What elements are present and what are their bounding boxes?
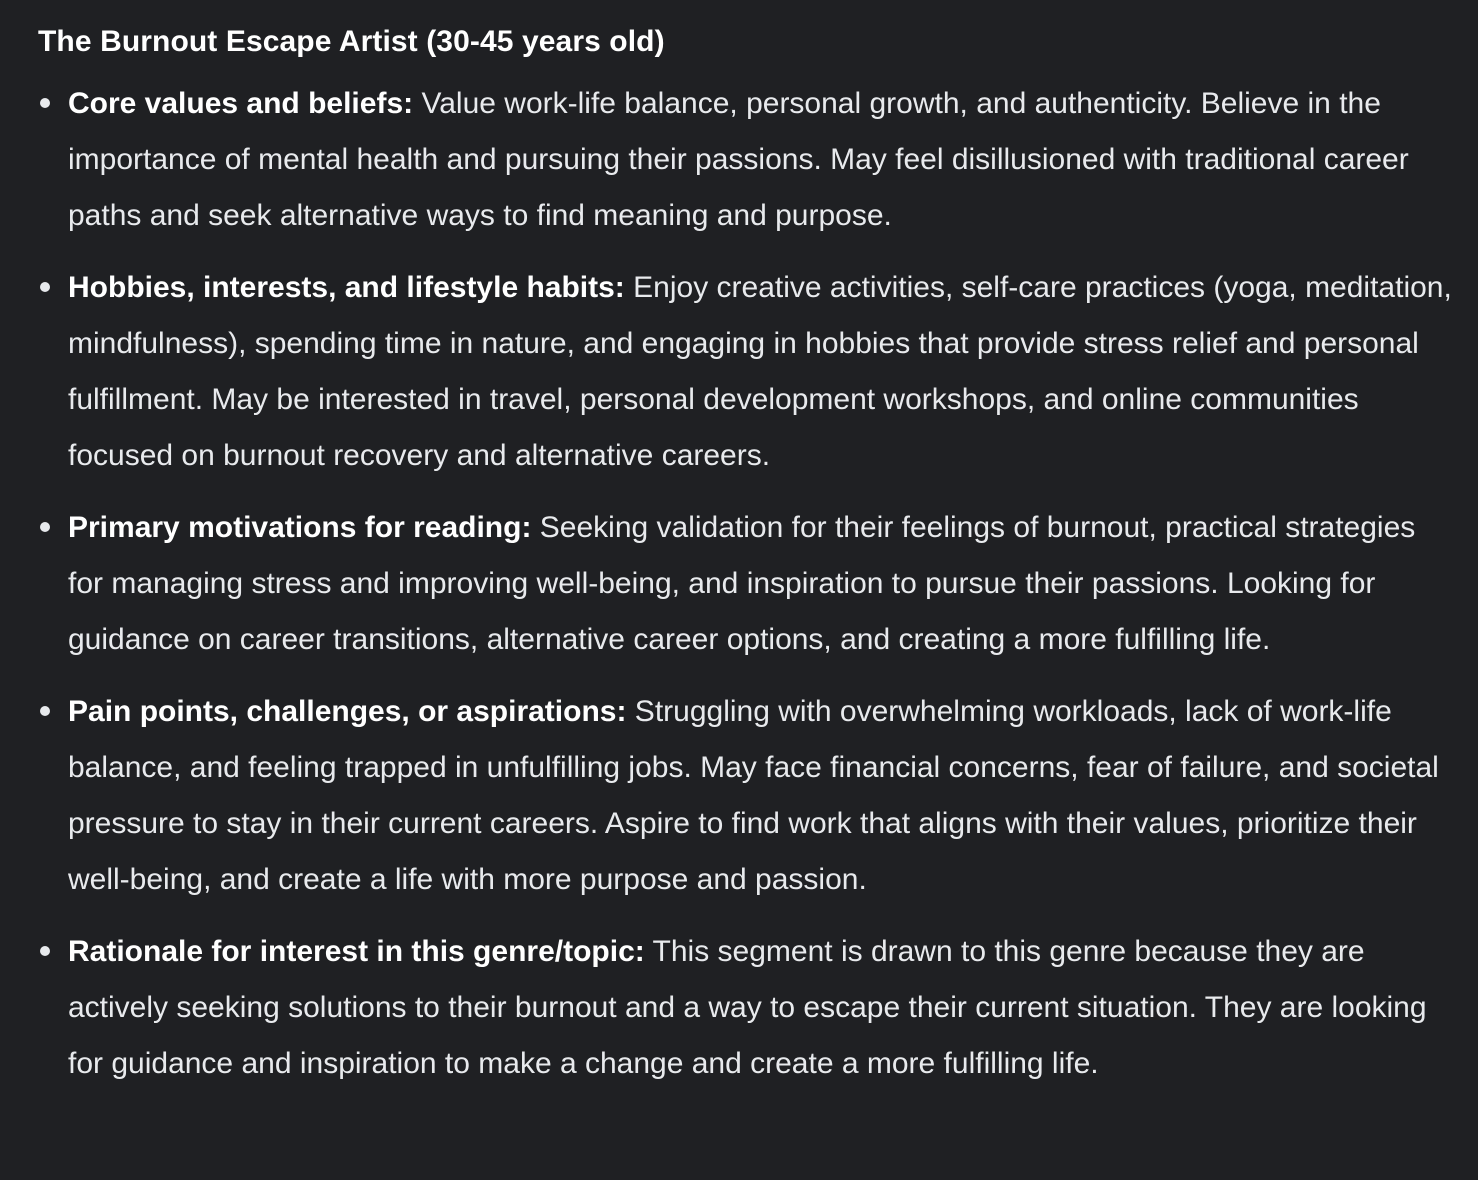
bullet-icon: [40, 706, 50, 716]
bullet-icon: [40, 522, 50, 532]
persona-attribute-list: [38, 76, 1454, 1092]
bullet-icon: [40, 946, 50, 956]
bullet-icon: [40, 98, 50, 108]
item-text: Struggling with overwhelming workloads, lack of work-life balance, and feeling trapped in unfulfilling jobs. May face financial concerns, fear of failure, and societal pressure to stay in their current careers. Aspire to find work that aligns with their values, prioritize their well-being, and create a life with more purpose and passion.: [68, 695, 1439, 896]
list-item-rationale: [38, 924, 1454, 1092]
list-item-motivations: [38, 500, 1454, 668]
item-text: This segment is drawn to this genre because they are actively seeking solutions to their burnout and a way to escape their current situation. They are looking for guidance and inspiration to make a change and create a more fulfilling life.: [68, 935, 1427, 1080]
list-item-core-values: [38, 76, 1454, 244]
item-text: Enjoy creative activities, self-care practices (yoga, meditation, mindfulness), spending time in nature, and engaging in hobbies that provide stress relief and personal fulfillment. May be interested in travel, personal development workshops, and online communities focused on burnout recovery and alternative careers.: [68, 271, 1452, 472]
bullet-icon: [40, 282, 50, 292]
list-item-pain-points: [38, 684, 1454, 908]
persona-title: The Burnout Escape Artist (30-45 years old): [38, 25, 665, 58]
item-label: Core values and beliefs:: [68, 87, 414, 120]
item-label: Hobbies, interests, and lifestyle habits:: [68, 271, 625, 304]
item-label: Primary motivations for reading:: [68, 511, 532, 544]
item-label: Pain points, challenges, or aspirations:: [68, 695, 627, 728]
item-text: Value work-life balance, personal growth, and authenticity. Believe in the importance of mental health and pursuing their passions. May feel disillusioned with traditional career paths and seek alternative ways to find meaning and purpose.: [68, 87, 1409, 232]
item-label: Rationale for interest in this genre/topic:: [68, 935, 645, 968]
item-text: Seeking validation for their feelings of burnout, practical strategies for managing stress and improving well-being, and inspiration to pursue their passions. Looking for guidance on career transitions, alternative career options, and creating a more fulfilling life.: [68, 511, 1416, 656]
list-item-hobbies: [38, 260, 1454, 484]
